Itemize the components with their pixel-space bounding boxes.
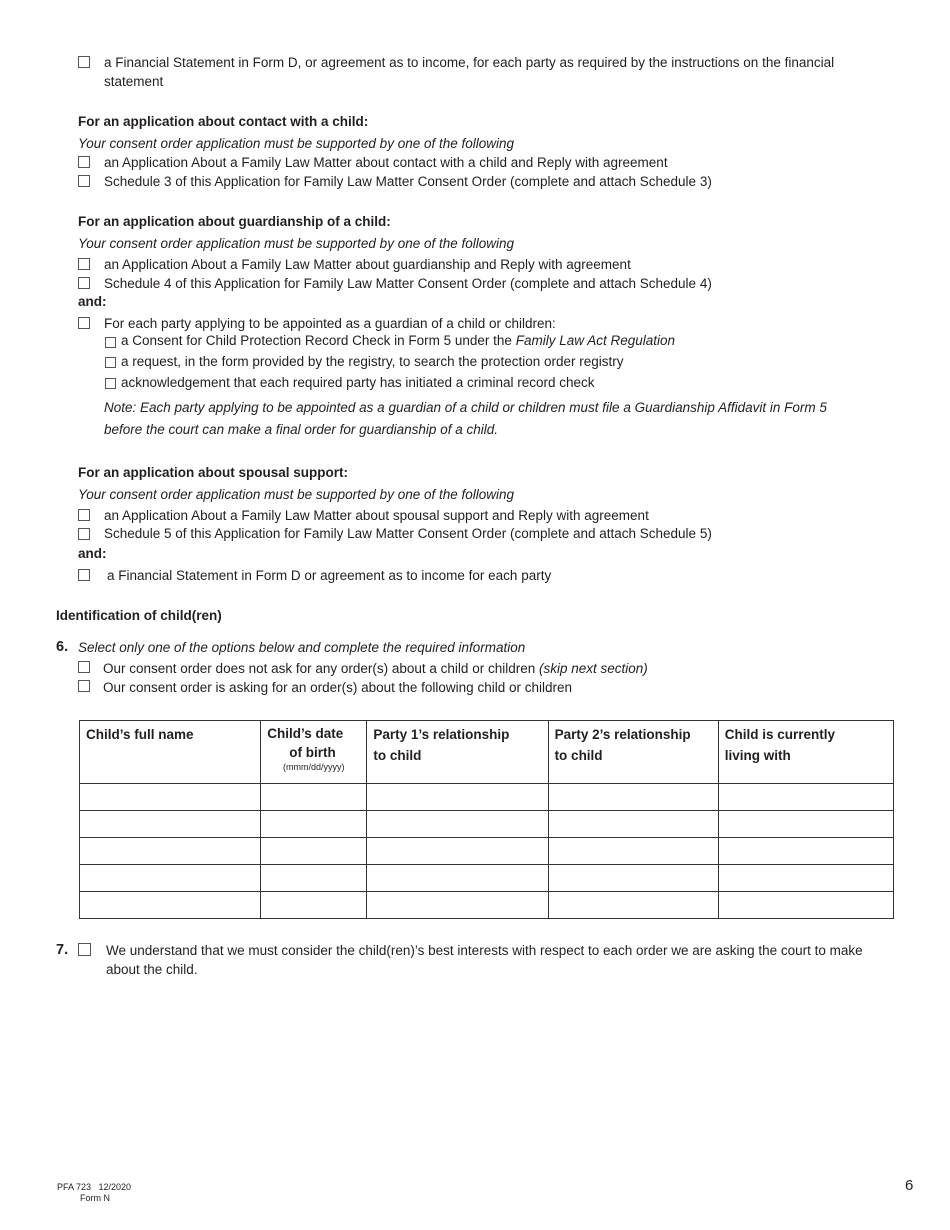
party2-relationship-cell[interactable] [548, 838, 718, 865]
spousal-schedule-5-checkbox[interactable] [78, 528, 90, 540]
child-name-cell[interactable] [80, 838, 261, 865]
party1-relationship-cell[interactable] [367, 865, 548, 892]
financial-statement-checkbox[interactable] [78, 56, 90, 68]
party2-relationship-cell[interactable] [548, 784, 718, 811]
spousal-application-checkbox[interactable] [78, 509, 90, 521]
child-dob-cell[interactable] [261, 892, 367, 919]
criminal-check-checkbox[interactable] [105, 378, 116, 389]
guardianship-note-line2: before the court can make a final order for guardianship of a child. [104, 422, 498, 437]
no-child-order-label: Our consent order does not ask for any order(s) about a child or children (skip next section) [103, 661, 648, 676]
children-table-header [80, 721, 894, 784]
form-name: Form N [80, 1193, 110, 1203]
child-name-cell[interactable] [80, 865, 261, 892]
party1-relationship-cell[interactable] [367, 784, 548, 811]
guardianship-and-label: and: [78, 294, 107, 309]
children-table [79, 720, 894, 919]
guardian-each-party-checkbox[interactable] [78, 317, 90, 329]
child-order-checkbox[interactable] [78, 680, 90, 692]
criminal-check-label: acknowledgement that each required party has initiated a criminal record check [121, 375, 595, 390]
best-interests-line1: We understand that we must consider the child(ren)’s best interests with respect to each order we are asking the court to make [106, 943, 863, 958]
header-party1-relationship: Party 1’s relationship to child [367, 721, 548, 784]
guardianship-heading: For an application about guardianship of a child: [78, 214, 391, 229]
living-with-cell[interactable] [718, 865, 893, 892]
child-name-cell[interactable] [80, 811, 261, 838]
party2-relationship-cell[interactable] [548, 811, 718, 838]
header-party2-relationship: Party 2’s relationship to child [548, 721, 718, 784]
child-dob-cell[interactable] [261, 838, 367, 865]
identification-instruction: Select only one of the options below and complete the required information [78, 640, 526, 655]
table-row [80, 838, 894, 865]
registry-search-label: a request, in the form provided by the registry, to search the protection order registry [121, 354, 624, 369]
header-living-with: Child is currently living with [718, 721, 893, 784]
child-order-label: Our consent order is asking for an order(s) about the following child or children [103, 680, 572, 695]
spousal-schedule-5-label: Schedule 5 of this Application for Family Law Matter Consent Order (complete and attach Schedule 5) [104, 526, 712, 541]
header-date-of-birth: Child’s date of birth (mmm/dd/yyyy) [261, 721, 367, 784]
living-with-cell[interactable] [718, 892, 893, 919]
contact-heading: For an application about contact with a child: [78, 114, 369, 129]
item-6-number: 6. [56, 639, 69, 655]
living-with-cell[interactable] [718, 811, 893, 838]
spousal-heading: For an application about spousal support: [78, 465, 349, 480]
spousal-and-label: and: [78, 546, 107, 561]
child-dob-cell[interactable] [261, 811, 367, 838]
registry-search-checkbox[interactable] [105, 357, 116, 368]
living-with-cell[interactable] [718, 838, 893, 865]
guardianship-schedule-4-label: Schedule 4 of this Application for Family Law Matter Consent Order (complete and attach Schedule 4) [104, 276, 712, 291]
best-interests-line2: about the child. [106, 962, 198, 977]
financial-statement-text: a Financial Statement in Form D, or agreement as to income, for each party as required by the instructions on the financial [104, 55, 835, 70]
contact-application-label: an Application About a Family Law Matter about contact with a child and Reply with agreement [104, 155, 668, 170]
party1-relationship-cell[interactable] [367, 811, 548, 838]
party1-relationship-cell[interactable] [367, 892, 548, 919]
child-name-cell[interactable] [80, 892, 261, 919]
child-dob-cell[interactable] [261, 784, 367, 811]
party2-relationship-cell[interactable] [548, 892, 718, 919]
spousal-financial-checkbox[interactable] [78, 569, 90, 581]
consent-record-check-checkbox[interactable] [105, 337, 116, 348]
guardianship-schedule-4-checkbox[interactable] [78, 277, 90, 289]
table-row [80, 865, 894, 892]
identification-heading: Identification of child(ren) [56, 608, 222, 623]
child-name-cell[interactable] [80, 784, 261, 811]
form-code: PFA 723 12/2020 [57, 1182, 132, 1192]
spousal-application-label: an Application About a Family Law Matter about spousal support and Reply with agreement [104, 508, 649, 523]
guardian-each-party-label: For each party applying to be appointed as a guardian of a child or children: [104, 316, 556, 331]
best-interests-checkbox[interactable] [78, 943, 91, 956]
contact-instruction: Your consent order application must be supported by one of the following [78, 136, 515, 151]
party1-relationship-cell[interactable] [367, 838, 548, 865]
contact-application-checkbox[interactable] [78, 156, 90, 168]
table-row [80, 811, 894, 838]
guardianship-instruction: Your consent order application must be supported by one of the following [78, 236, 515, 251]
guardianship-application-checkbox[interactable] [78, 258, 90, 270]
table-row [80, 784, 894, 811]
child-dob-cell[interactable] [261, 865, 367, 892]
contact-schedule-3-checkbox[interactable] [78, 175, 90, 187]
no-child-order-checkbox[interactable] [78, 661, 90, 673]
page-number: 6 [905, 1177, 914, 1194]
living-with-cell[interactable] [718, 784, 893, 811]
header-child-name: Child’s full name [80, 721, 261, 784]
party2-relationship-cell[interactable] [548, 865, 718, 892]
consent-record-check-label: a Consent for Child Protection Record Check in Form 5 under the Family Law Act Regulation [121, 333, 676, 348]
contact-schedule-3-label: Schedule 3 of this Application for Family Law Matter Consent Order (complete and attach Schedule 3) [104, 174, 712, 189]
spousal-financial-label: a Financial Statement in Form D or agreement as to income for each party [107, 568, 552, 583]
item-7-number: 7. [56, 942, 69, 958]
guardianship-application-label: an Application About a Family Law Matter about guardianship and Reply with agreement [104, 257, 631, 272]
spousal-instruction: Your consent order application must be supported by one of the following [78, 487, 515, 502]
financial-statement-text-2: statement [104, 74, 164, 89]
guardianship-note-line1: Note: Each party applying to be appointed as a guardian of a child or children must file a Guardianship Affidavit in Form 5 [104, 400, 827, 415]
table-row [80, 892, 894, 919]
